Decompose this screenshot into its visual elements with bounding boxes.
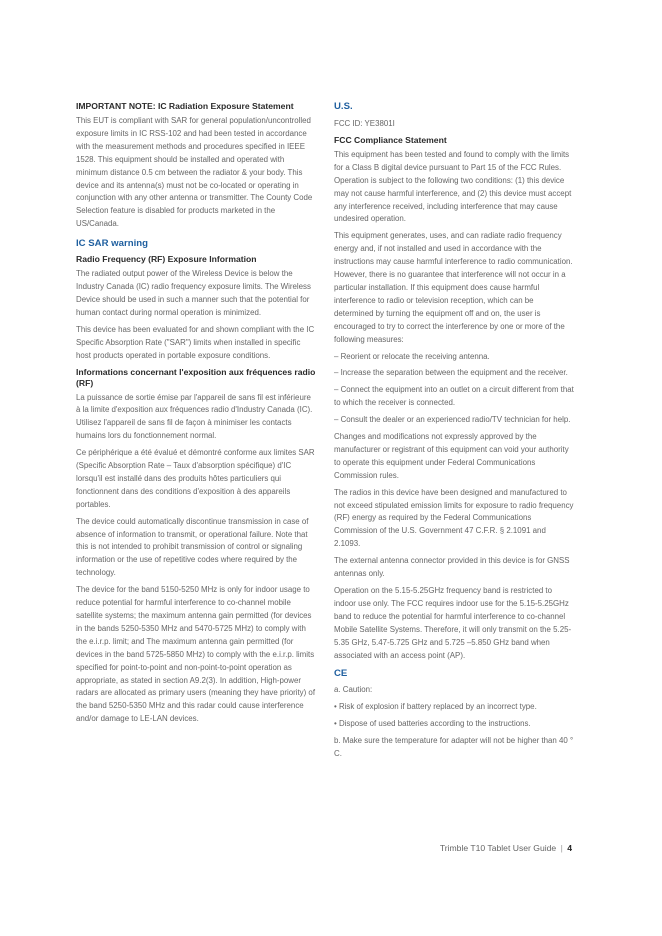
measure-item: – Reorient or relocate the receiving antenna. — [334, 351, 490, 361]
measure-item: – Consult the dealer or an experienced radio/TV technician for help. — [334, 415, 571, 425]
page-footer — [400, 843, 572, 854]
rf-paragraph-1: The radiated output power of the Wireless Device is below the Industry Canada (IC) radio frequency exposure limits. The Wireless Device should be used in such a manner such that the potential for human contact during normal operation is minimized. — [76, 269, 311, 317]
fcc-paragraph-4: The radios in this device have been designed and manufactured to not exceed stipulated emission limits for exposure to radio frequency (RF) energy as required by the Federal Communications Commission of the U.S. Government 47 C.F.R. § 2.1091 and 2.1093. — [334, 487, 574, 549]
rf-paragraph-2: This device has been evaluated for and shown compliant with the IC Specific Absorption Rate ("SAR") limits when installed in specific host products operated in portable exposure conditions. — [76, 324, 315, 360]
measure-item: – Connect the equipment into an outlet on a circuit different from that to which the receiver is connected. — [334, 385, 574, 408]
left-column — [76, 101, 316, 730]
band-5150-paragraph: The device for the band 5150-5250 MHz is only for indoor usage to reduce potential for harmful interference to co-channel mobile satellite systems; the maximum antenna gain permitted (for devices in the bands 5250-5350 MHz and 5470-5725 MHz) to comply with the e.i.r.p. limit; and The maximum antenna gain permitted (for devices in the band 5725-5850 MHz) to comply with the e.i.r.p. limits specified for point-to-point and non-point-to-point operation as appropriate, as stated in section A9.2(3). In addition, High-power radars are allocated as primary users (meaning they have priority) of the band 5250-5350 MHz and this radar could cause interference and/or damage to LE-LAN devices. — [76, 585, 316, 724]
ce-item: a. Caution: — [334, 685, 373, 695]
ce-item: b. Make sure the temperature for adapter will not be higher than 40 ° C. — [334, 736, 574, 759]
us-heading: U.S. — [334, 101, 353, 112]
footer-title: Trimble T10 Tablet User Guide — [439, 843, 557, 853]
transmission-paragraph: The device could automatically discontinue transmission in case of absence of information to transmit, or operational failure. Note that this is not intended to prohibit transmission of control or signaling information or the use of repetitive codes where required by the technology. — [76, 516, 309, 578]
fcc-paragraph-1: This equipment has been tested and found to comply with the limits for a Class B digital device pursuant to Part 15 of the FCC Rules. Operation is subject to the following two conditions: (1) this device may not cause harmful interference, and (2) this device must accept any interference received, including interference that may cause undesired operation. — [334, 149, 572, 224]
rf-exposure-heading: Radio Frequency (RF) Exposure Information — [76, 254, 257, 265]
footer-separator: | — [560, 843, 563, 853]
fcc-compliance-heading: FCC Compliance Statement — [334, 134, 447, 145]
ce-item: • Dispose of used batteries according to the instructions. — [334, 719, 531, 729]
fcc-paragraph-5: The external antenna connector provided in this device is for GNSS antennas only. — [334, 556, 570, 579]
ic-radiation-heading: IMPORTANT NOTE: IC Radiation Exposure Statement — [76, 101, 294, 111]
ic-radiation-body: This EUT is compliant with SAR for general population/uncontrolled exposure limits in IC RSS-102 and had been tested in accordance with the measurement methods and procedures specified in IEEE 1528. This equipment should be installed and operated with minimum distance 0.5 cm between the radiator & your body. This device and its antenna(s) must not be co-located or operating in conjunction with any other antenna or transmitter. The County Code Selection feature is disabled for products marketed in the US/Canada. — [76, 116, 313, 229]
page-number: 4 — [567, 843, 572, 853]
ic-sar-heading: IC SAR warning — [76, 238, 148, 250]
right-column — [334, 101, 574, 765]
fcc-paragraph-2: This equipment generates, uses, and can radiate radio frequency energy and, if not installed and used in accordance with the instructions may cause harmful interference to radio communication. However, there is no guarantee that interference will not occur in a particular installation. If this equipment does cause harmful interference to radio or television reception, which can be determined by turning the equipment off and on, the user is encouraged to try to correct the interference by one or more of the following measures: — [334, 231, 573, 344]
rf-french-paragraph-1: La puissance de sortie émise par l'appareil de sans fil est inférieure à la limite d'exposition aux fréquences radio d'Industry Canada (IC). Utilisez l'appareil de sans fil de façon à minimiser les contacts humains lors du fonctionnement normal. — [76, 392, 313, 441]
rf-french-heading: Informations concernant l'exposition aux fréquences radio (RF) — [76, 366, 316, 388]
rf-french-paragraph-2: Ce périphérique a été évalué et démontré conforme aux limites SAR (Specific Absorption Rate – Taux d'absorption spécifique) d'IC lorsqu'il est installé dans des produits hôtes particuliers qui fonctionnent dans des conditions d'exposition à des appareils portables. — [76, 448, 315, 509]
ce-item: • Risk of explosion if battery replaced by an incorrect type. — [334, 702, 537, 712]
fcc-paragraph-3: Changes and modifications not expressly approved by the manufacturer or registrant of this equipment can void your authority to operate this equipment under Federal Communications Commission rules. — [334, 432, 569, 480]
fcc-paragraph-6: Operation on the 5.15-5.25GHz frequency band is restricted to indoor use only. The FCC requires indoor use for the 5.15-5.25GHz band to reduce the potential for harmful interference to co-channel Mobile Satellite Systems. Therefore, it will only transmit on the 5.25-5.35 GHz, 5.47-5.725 GHz and 5.725 –5.850 GHz band when associated with an access point (AP). — [334, 586, 572, 660]
ce-heading: CE — [334, 668, 348, 680]
measure-item: – Increase the separation between the equipment and the receiver. — [334, 368, 568, 378]
fcc-id: FCC ID: YE3801I — [334, 119, 395, 128]
